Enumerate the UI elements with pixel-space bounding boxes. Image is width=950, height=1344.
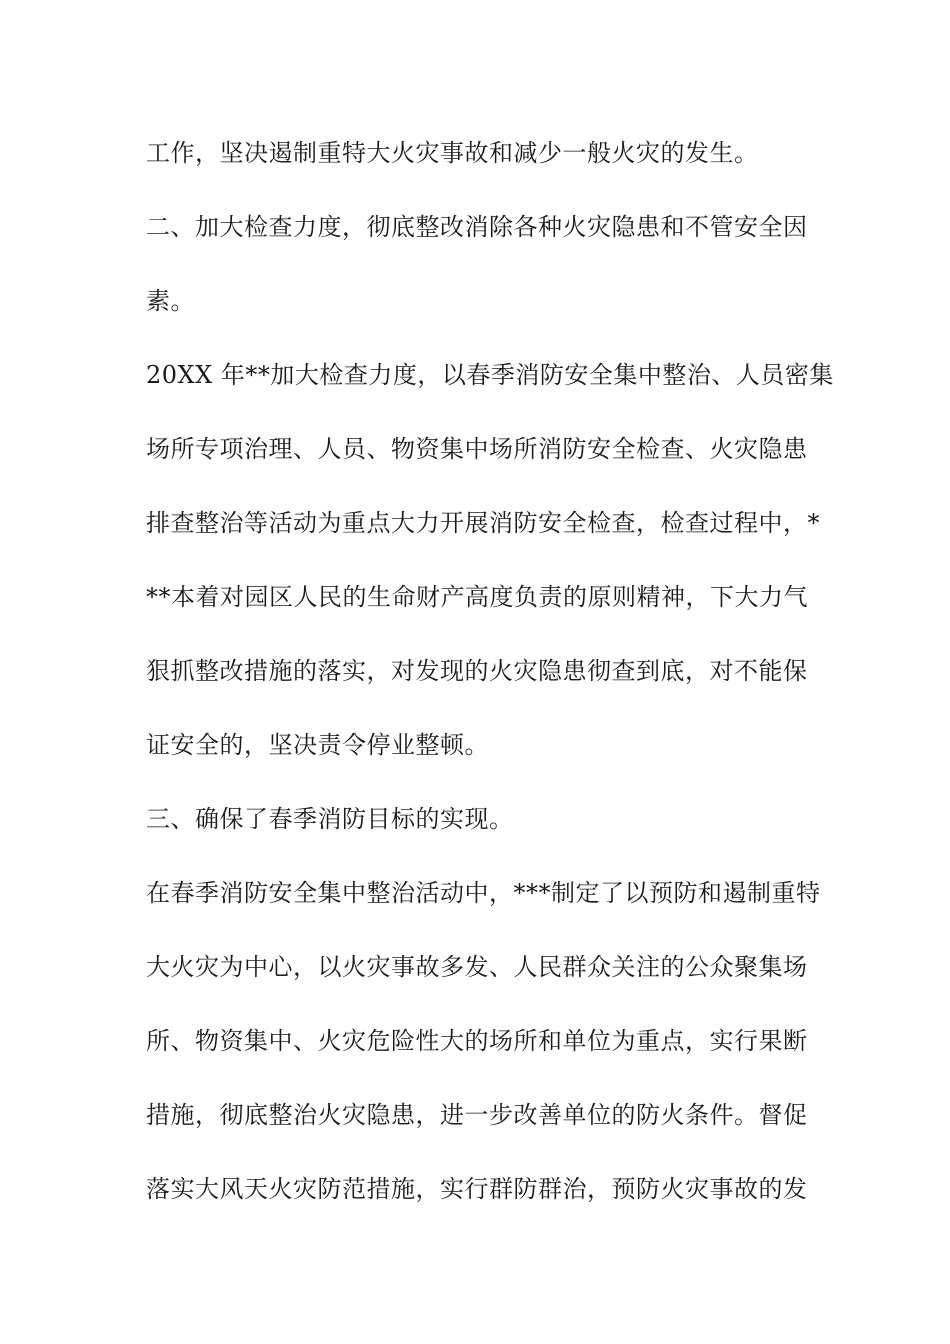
text-line: 工作，坚决遏制重特大火灾事故和减少一般火灾的发生。 xyxy=(146,139,759,167)
text-line: 排查整治等活动为重点大力开展消防安全检查，检查过程中，* xyxy=(146,509,820,537)
section-heading: 二、加大检查力度，彻底整改消除各种火灾隐患和不管安全因 xyxy=(146,213,808,241)
section-heading: 三、确保了春季消防目标的实现。 xyxy=(146,805,514,833)
text-line: 20XX 年**加大检查力度，以春季消防安全集中整治、人员密集 xyxy=(146,361,834,389)
text-line: **本着对园区人民的生命财产高度负责的原则精神，下大力气 xyxy=(146,583,808,611)
text-line: 所、物资集中、火灾危险性大的场所和单位为重点，实行果断 xyxy=(146,1027,808,1055)
text-line: 场所专项治理、人员、物资集中场所消防安全检查、火灾隐患 xyxy=(146,435,808,463)
text-line: 措施，彻底整治火灾隐患，进一步改善单位的防火条件。督促 xyxy=(146,1101,808,1129)
text-line: 大火灾为中心，以火灾事故多发、人民群众关注的公众聚集场 xyxy=(146,953,808,981)
text-line: 素。 xyxy=(146,287,195,315)
text-line: 在春季消防安全集中整治活动中，***制定了以预防和遏制重特 xyxy=(146,879,821,907)
text-line: 落实大风天火灾防范措施，实行群防群治，预防火灾事故的发 xyxy=(146,1175,808,1203)
text-line: 狠抓整改措施的落实，对发现的火灾隐患彻查到底，对不能保 xyxy=(146,657,808,685)
text-line: 证安全的，坚决责令停业整顿。 xyxy=(146,731,489,759)
